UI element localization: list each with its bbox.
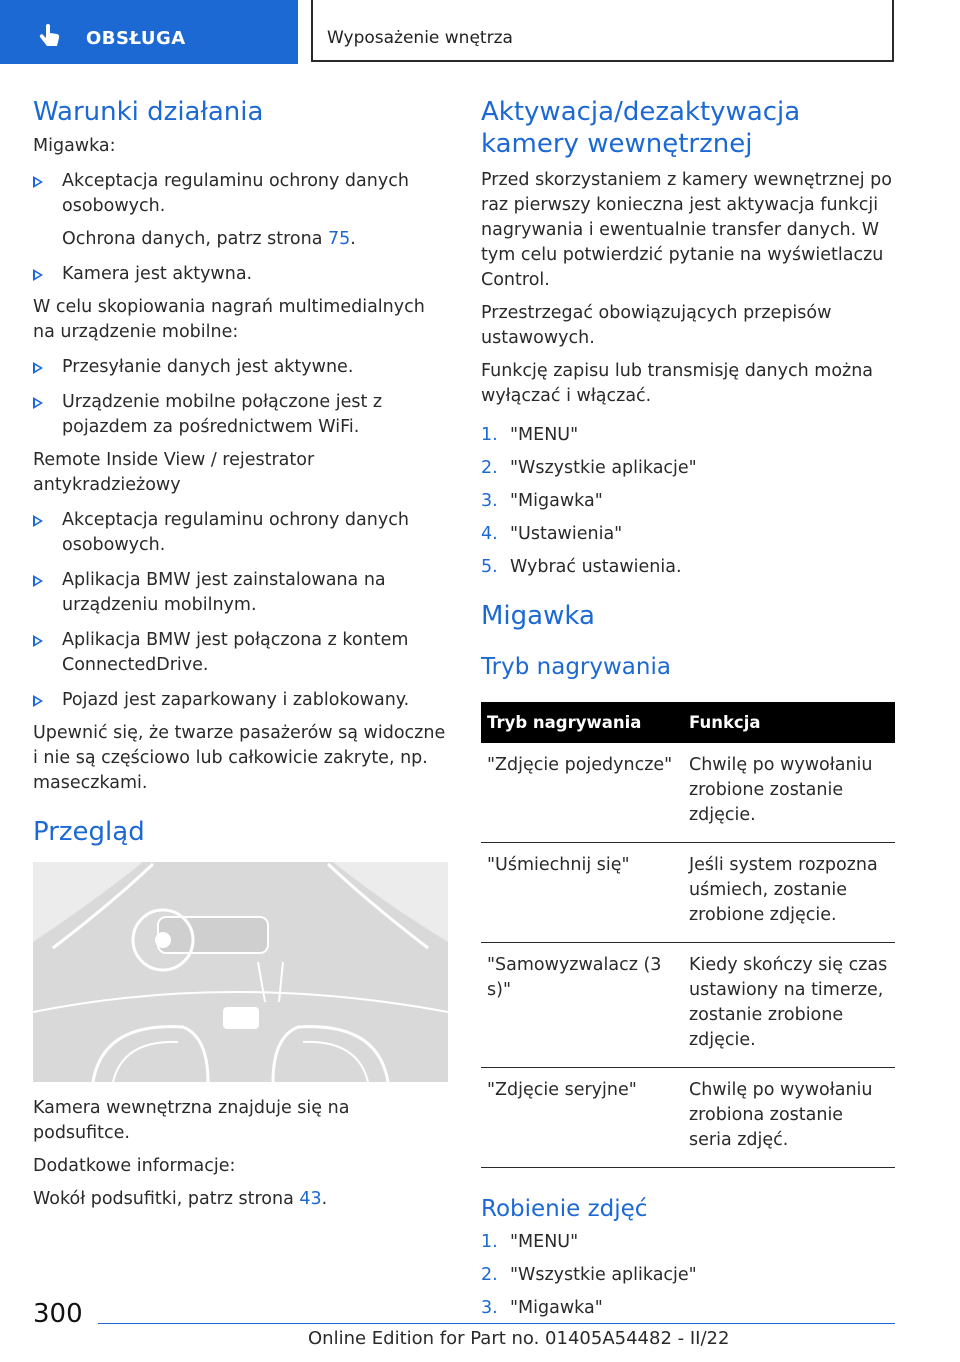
list-item: 3. "Migawka" [481, 1298, 603, 1318]
mode-table [481, 702, 895, 1168]
table-cell: Chwilę po wywołaniu zrobione zostanie zdjęcie. [683, 743, 895, 843]
steps-list-1 [481, 423, 895, 580]
heading-tryb: Tryb nagrywania [481, 654, 671, 680]
list-item: 3. "Migawka" [481, 491, 603, 511]
list-item: Kamera jest aktywna. [33, 262, 448, 287]
triangle-bullet-icon [33, 695, 43, 707]
list-item-note: Ochrona danych, patrz strona 75. [62, 229, 356, 249]
table-cell: Jeśli system rozpozna uśmiech, zostanie zrobione zdjęcie. [683, 843, 895, 943]
paragraph-law: Przestrzegać obowiązujących przepisów ustawowych. [481, 303, 832, 348]
triangle-bullet-icon [33, 575, 43, 587]
right-column [481, 96, 895, 1321]
left-column [33, 96, 448, 1212]
table-header-row [481, 702, 895, 743]
section-tab [0, 0, 298, 64]
paragraph-toggle: Funkcję zapisu lub transmisję danych można wyłączać i włączać. [481, 361, 874, 406]
list-item: Pojazd jest zaparkowany i zablokowany. [33, 688, 448, 713]
hand-pointer-icon [36, 22, 62, 48]
table-cell: "Uśmiechnij się" [481, 843, 683, 943]
table-cell: Chwilę po wywołaniu zrobiona zostanie seria zdjęć. [683, 1068, 895, 1168]
heading-przeglad: Przegląd [33, 817, 145, 847]
heading-migawka: Migawka [481, 601, 595, 631]
list-item: Akceptacja regulaminu ochrony danych osobowych. [33, 169, 448, 219]
chapter-tab [311, 0, 894, 62]
table-cell: "Zdjęcie pojedyncze" [481, 743, 683, 843]
migawka-label: Migawka: [33, 136, 116, 156]
paragraph-camera: Kamera wewnętrzna znajduje się na podsufitce. [33, 1098, 350, 1143]
table-cell: Kiedy skończy się czas ustawiony na timerze, zostanie zrobione zdjęcie. [683, 943, 895, 1068]
heading-robienie: Robienie zdjęć [481, 1196, 648, 1222]
paragraph-copy: W celu skopiowania nagrań multimedialnych na urządzenie mobilne: [33, 297, 425, 342]
triangle-bullet-icon [33, 176, 43, 188]
paragraph-remote: Remote Inside View / rejestrator antykradzieżowy [33, 450, 315, 495]
list-item: Aplikacja BMW jest połączona z kontem ConnectedDrive. [33, 628, 448, 678]
table-header: Tryb nagrywania [481, 702, 683, 743]
car-interior-drawing [33, 862, 448, 1082]
list-item: 2. "Wszystkie aplikacje" [481, 1265, 697, 1285]
footer-divider [98, 1323, 895, 1324]
list-item: 2. "Wszystkie aplikacje" [481, 458, 697, 478]
paragraph-ref: Wokół podsufitki, patrz strona 43. [33, 1189, 328, 1209]
interior-camera-illustration [33, 862, 448, 1082]
list-item: Urządzenie mobilne połączone jest z pojazdem za pośrednictwem WiFi. [33, 390, 448, 440]
triangle-bullet-icon [33, 397, 43, 409]
paragraph-face: Upewnić się, że twarze pasażerów są widoczne i nie są częściowo lub całkowicie zakryte, np. maseczkami. [33, 723, 446, 793]
table-cell: "Zdjęcie seryjne" [481, 1068, 683, 1168]
heading-aktywacja: Aktywacja/dezaktywacja kamery wewnętrznej [481, 97, 801, 159]
table-row [481, 743, 895, 843]
list-item: Akceptacja regulaminu ochrony danych osobowych. [33, 508, 448, 558]
paragraph-activation: Przed skorzystaniem z kamery wewnętrznej po raz pierwszy konieczna jest aktywacja funkcji nagrywania i ewentualnie transfer danych. W tym celu potwierdzić pytanie na wyświetlaczu Control. [481, 170, 892, 290]
table-row [481, 1068, 895, 1168]
table-row [481, 843, 895, 943]
triangle-bullet-icon [33, 635, 43, 647]
page-link-75[interactable]: 75 [328, 229, 351, 249]
edition-note: Online Edition for Part no. 01405A54482 - II/22 [308, 1328, 730, 1349]
list-item: 1. "MENU" [481, 425, 579, 445]
section-label: OBSŁUGA [86, 28, 186, 49]
triangle-bullet-icon [33, 515, 43, 527]
paragraph-more: Dodatkowe informacje: [33, 1156, 236, 1176]
triangle-bullet-icon [33, 362, 43, 374]
list-item: 4. "Ustawienia" [481, 524, 623, 544]
table-row [481, 943, 895, 1068]
heading-warunki: Warunki działania [33, 97, 264, 127]
page-number: 300 [33, 1299, 83, 1329]
table-header: Funkcja [683, 702, 895, 743]
list-item: Przesyłanie danych jest aktywne. [33, 355, 448, 380]
list-item: 1. "MENU" [481, 1232, 579, 1252]
triangle-bullet-icon [33, 269, 43, 281]
steps-list-2 [481, 1230, 895, 1321]
page-link-43[interactable]: 43 [299, 1189, 322, 1209]
list-item: 5. Wybrać ustawienia. [481, 557, 682, 577]
chapter-label: Wyposażenie wnętrza [327, 28, 513, 48]
table-cell: "Samowyzwalacz (3 s)" [481, 943, 683, 1068]
list-item: Aplikacja BMW jest zainstalowana na urządzeniu mobilnym. [33, 568, 448, 618]
